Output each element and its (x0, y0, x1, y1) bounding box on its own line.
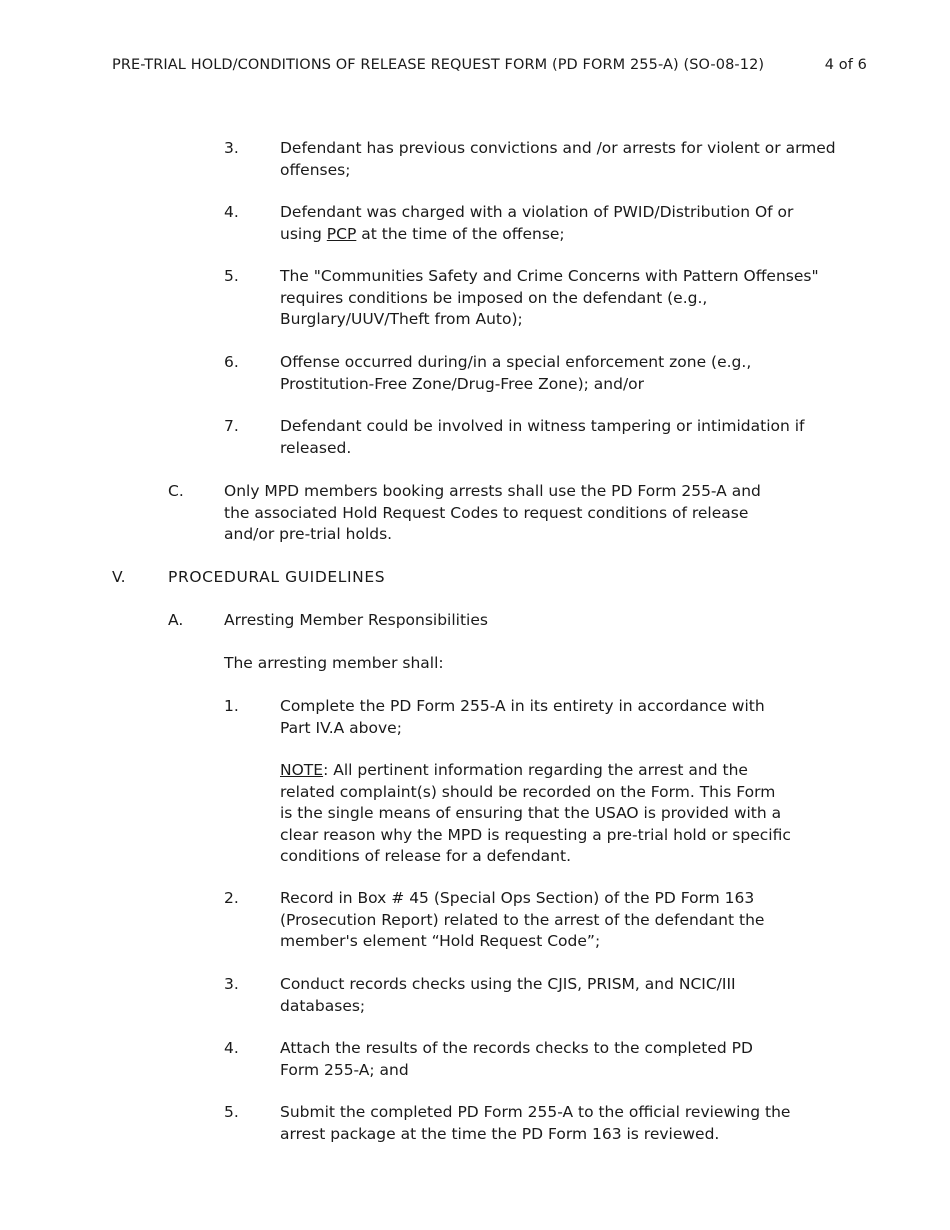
item-number: 3. (224, 139, 239, 157)
item-text-line: Record in Box # 45 (Special Ops Section) of the PD Form 163 (280, 889, 755, 907)
page-number: 4 of 6 (824, 57, 867, 73)
item-text-line: arrest package at the time the PD Form 163 is reviewed. (280, 1124, 720, 1143)
item-text-line: Defendant could be involved in witness tampering or intimidation if (280, 417, 805, 435)
item-text-line: member's element “Hold Request Code”; (280, 932, 601, 950)
item-text-line: Conduct records checks using the CJIS, PRISM, and NCIC/III (280, 975, 736, 993)
section-text-line: Only MPD members booking arrests shall use the PD Form 255-A and (224, 482, 761, 500)
item-text-line (280, 224, 793, 246)
item-text-line: Part IV.A above; (280, 718, 402, 737)
item-number: 6. (224, 353, 239, 371)
item-text-line: released. (280, 438, 352, 457)
item-text-line: The "Communities Safety and Crime Concerns with Pattern Offenses" (280, 267, 819, 285)
item-number: 5. (224, 267, 239, 285)
item-number: 4. (224, 203, 239, 221)
item-text-line: requires conditions be imposed on the defendant (e.g., (280, 288, 708, 307)
item-text-line: databases; (280, 996, 366, 1015)
intro-text: The arresting member shall: (224, 654, 444, 672)
item-text-line: Attach the results of the records checks to the completed PD (280, 1039, 753, 1057)
subsection-title: Arresting Member Responsibilities (224, 611, 488, 629)
text-segment: at the time of the offense; (356, 224, 565, 243)
item-text-line: Form 255-A; and (280, 1060, 409, 1079)
text-segment: : All pertinent information regarding the arrest and the (323, 761, 748, 779)
item-text-line: Offense occurred during/in a special enforcement zone (e.g., (280, 353, 752, 371)
item-text-line: Defendant was charged with a violation of PWID/Distribution Of or (280, 203, 794, 221)
page-header (112, 55, 867, 77)
section-text-line: and/or pre-trial holds. (224, 525, 393, 543)
note-text-line: clear reason why the MPD is requesting a pre-trial hold or specific (280, 825, 791, 844)
item-number: 2. (224, 889, 239, 907)
note-block (280, 760, 791, 868)
item-text-line: Complete the PD Form 255-A in its entirety in accordance with (280, 697, 765, 715)
section-label: C. (168, 482, 184, 500)
note-text-line: conditions of release for a defendant. (280, 847, 572, 865)
note-text-line: related complaint(s) should be recorded on the Form. This Form (280, 782, 776, 801)
pcp-underlined-term: PCP (326, 224, 357, 243)
note-text-line (280, 760, 791, 782)
section-text-line: the associated Hold Request Codes to request conditions of release (224, 503, 749, 522)
item-number: 5. (224, 1103, 239, 1121)
item-text-line: Submit the completed PD Form 255-A to the official reviewing the (280, 1103, 791, 1121)
item-text-line: offenses; (280, 160, 351, 179)
header-title: PRE-TRIAL HOLD/CONDITIONS OF RELEASE REQUEST FORM (PD FORM 255-A) (SO-08-12) (112, 57, 765, 73)
item-number: 1. (224, 697, 239, 715)
item-text-line: Defendant has previous convictions and /or arrests for violent or armed (280, 139, 836, 157)
item-number: 7. (224, 417, 239, 435)
subsection-label: A. (168, 611, 184, 629)
section-label: V. (112, 568, 126, 586)
note-text-line: is the single means of ensuring that the USAO is provided with a (280, 804, 782, 822)
section-title: PROCEDURAL GUIDELINES (168, 568, 386, 586)
note-label: NOTE (280, 761, 324, 779)
text-segment: using (280, 224, 327, 243)
item-text-line: (Prosecution Report) related to the arrest of the defendant the (280, 910, 765, 929)
item-text-line: Burglary/UUV/Theft from Auto); (280, 310, 523, 328)
item-number: 4. (224, 1039, 239, 1057)
item-text-line: Prostitution-Free Zone/Drug-Free Zone); and/or (280, 374, 645, 393)
item-number: 3. (224, 975, 239, 993)
